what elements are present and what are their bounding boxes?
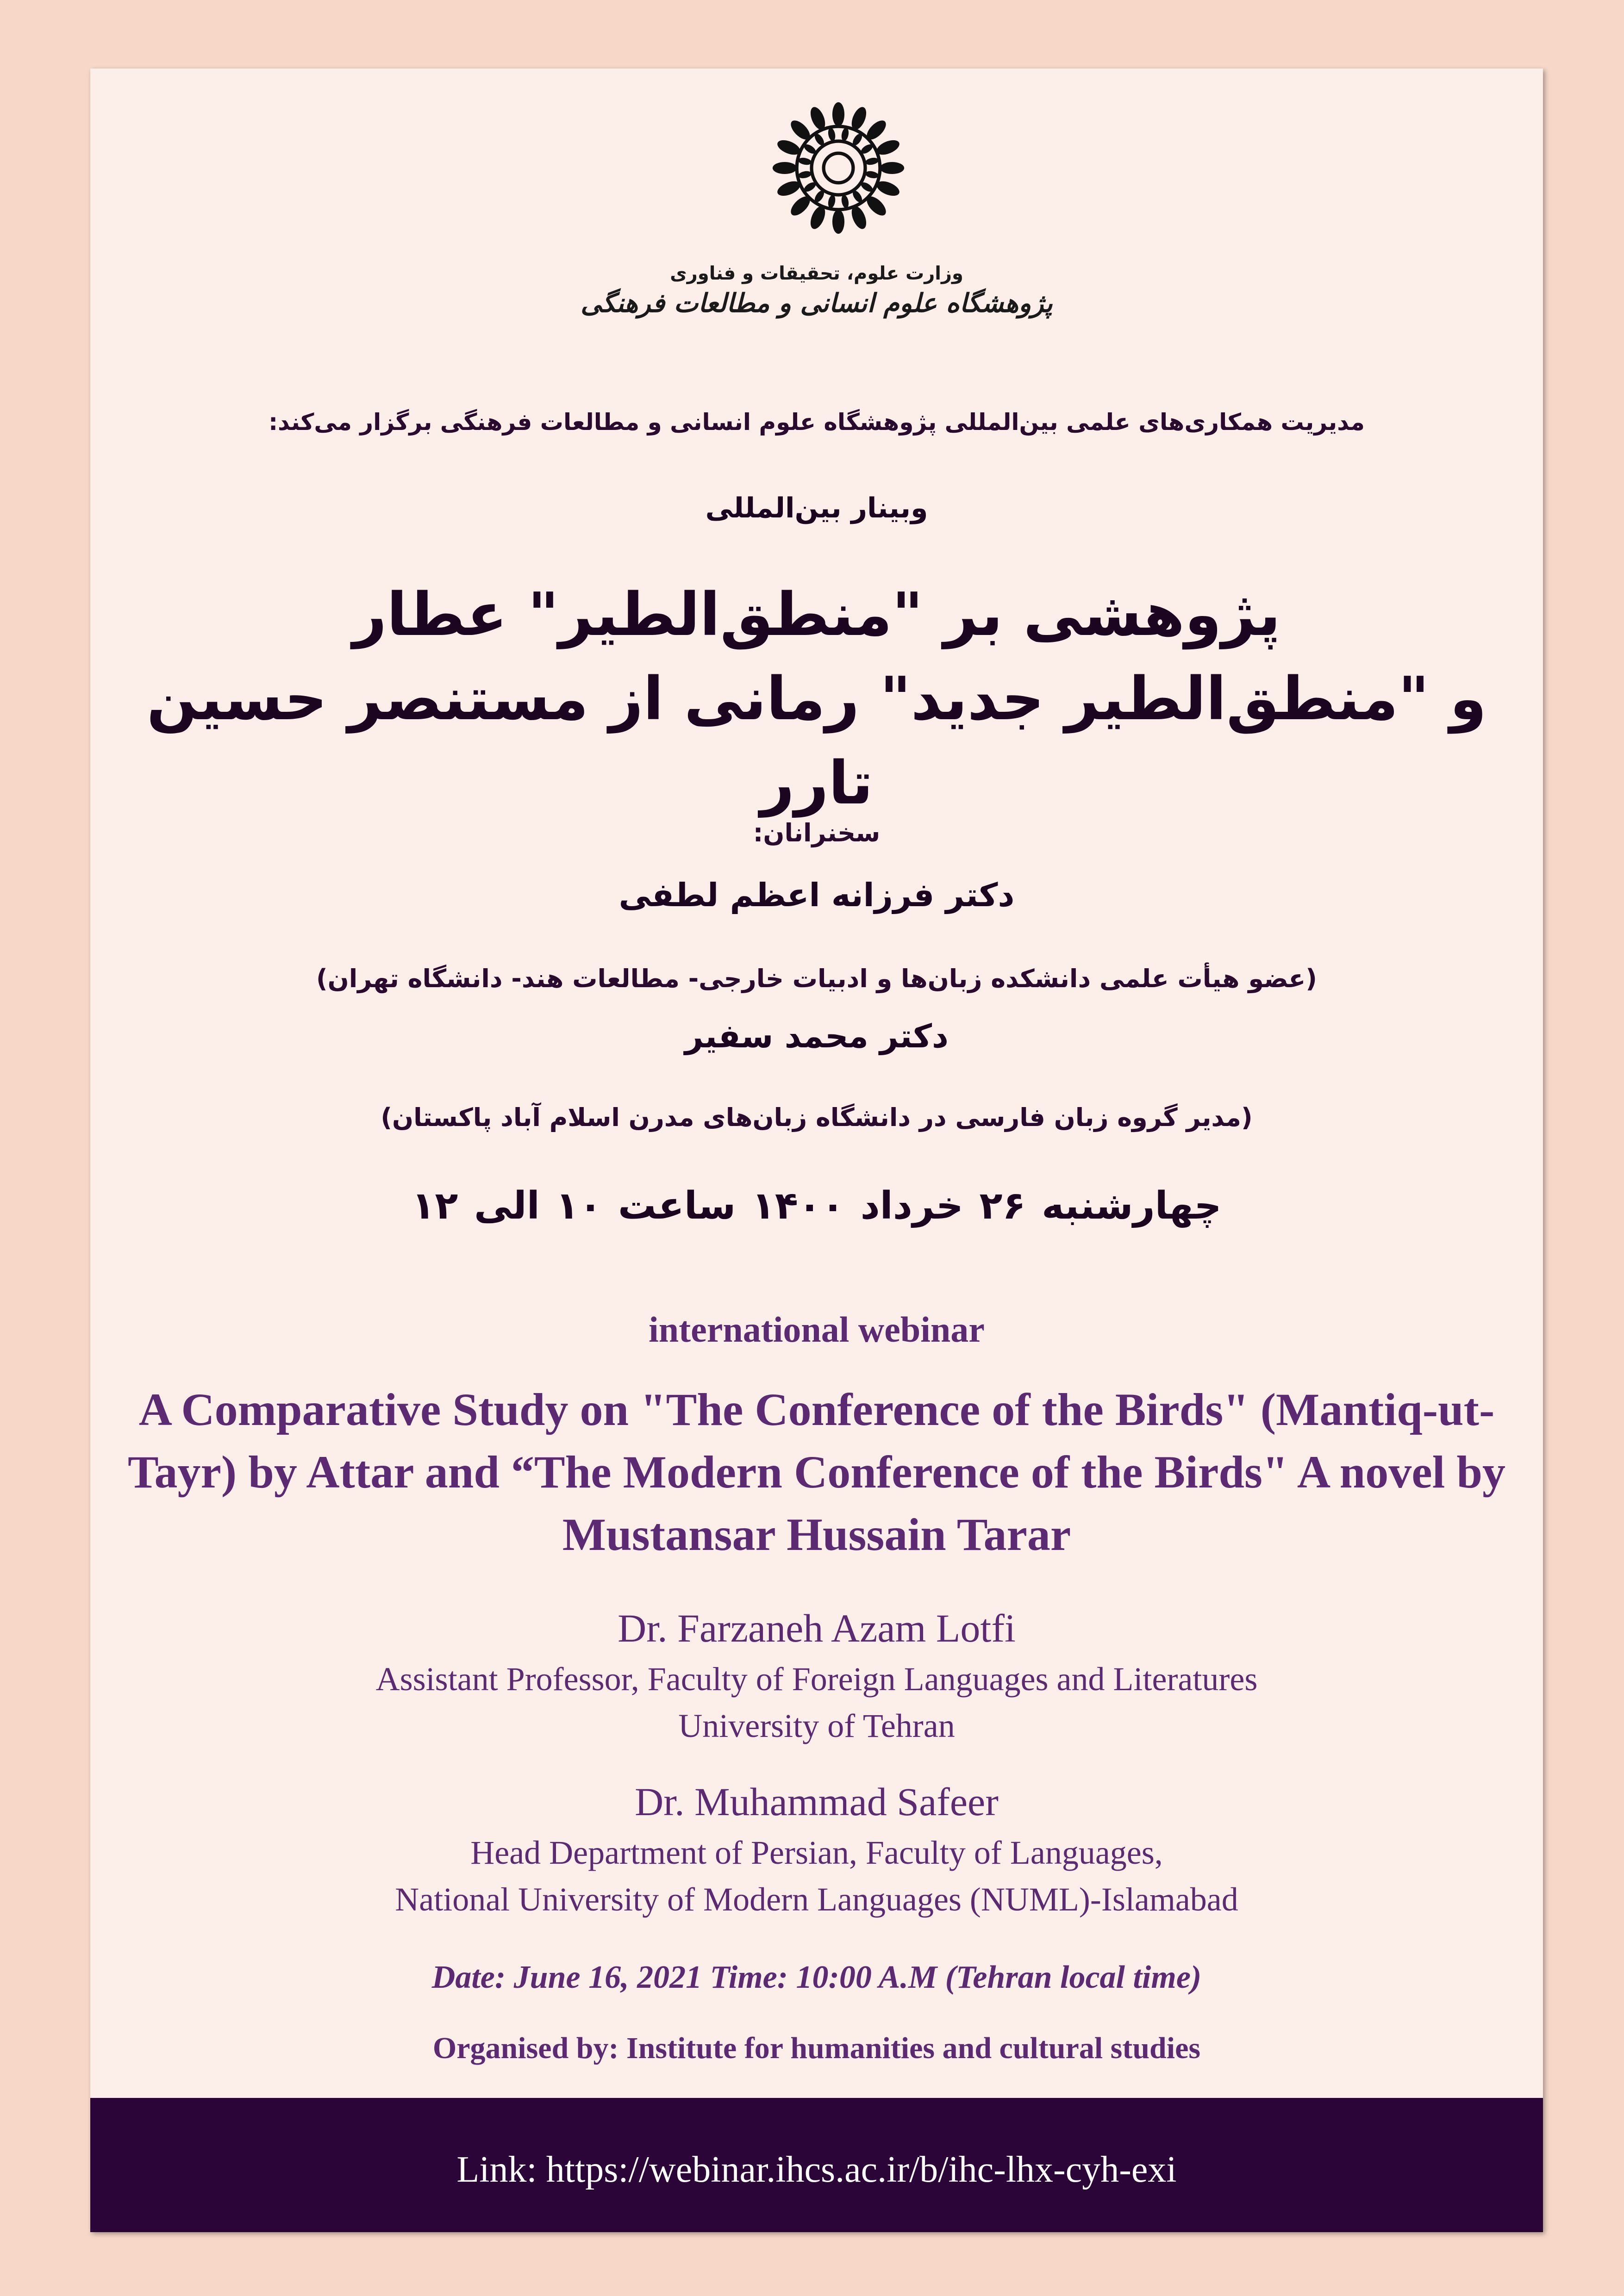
logo-petal <box>798 157 812 166</box>
speaker2-aff-line2: National University of Modern Languages (NUML)-Islamabad <box>395 1880 1238 1918</box>
logo-petal <box>865 157 879 166</box>
organizer-line: مدیریت همکاری‌های علمی بین‌المللی پژوهشگاه علوم انسانی و مطالعات فرهنگی برگزار می‌کند: <box>269 409 1365 436</box>
speaker1-aff-line2: University of Tehran <box>678 1707 955 1744</box>
speaker1-name-fa: دکتر فرزانه اعظم لطفی <box>618 876 1015 914</box>
logo-petal <box>865 170 879 179</box>
logo-petal <box>840 194 849 209</box>
ministry-name: وزارت علوم، تحقیقات و فناوری <box>670 263 963 284</box>
rosette-logo-icon <box>771 101 906 235</box>
footer-bar <box>90 2098 1543 2232</box>
institute-name: پژوهشگاه علوم انسانی و مطالعات فرهنگی <box>581 288 1053 318</box>
logo-petal <box>832 102 844 126</box>
speaker1-name-en: Dr. Farzaneh Azam Lotfi <box>618 1606 1016 1650</box>
speaker1-aff-line1: Assistant Professor, Faculty of Foreign Languages and Literatures <box>375 1661 1258 1698</box>
title-fa <box>90 573 1543 825</box>
speakers-label-fa: سخنرانان: <box>753 818 881 847</box>
speaker2-name-fa: دکتر محمد سفیر <box>685 1017 949 1055</box>
logo-petal <box>827 194 837 209</box>
logo-petal <box>827 127 837 142</box>
poster-card <box>90 68 1543 2232</box>
webinar-link[interactable]: Link: https://webinar.ihcs.ac.ir/b/ihc-lhx-cyh-exi <box>456 2149 1177 2190</box>
logo-petal <box>773 162 797 174</box>
title-en: A Comparative Study on "The Conference of the Birds" (Mantiq-ut-Tayr) by Attar and “The Modern Conference of the Birds" A novel by Mustansar Hussain Tarar <box>128 1384 1505 1560</box>
date-en: Date: June 16, 2021 Time: 10:00 A.M (Tehran local time) <box>431 1960 1202 1995</box>
title-fa-line1: پژوهشی بر "منطق‌الطیر" عطار <box>352 580 1281 649</box>
logo-petal <box>880 162 904 174</box>
webinar-label-fa: وبینار بین‌المللی <box>705 492 928 524</box>
speaker1-affiliation-en <box>90 1656 1543 1749</box>
speaker2-aff-line1: Head Department of Persian, Faculty of Languages, <box>470 1834 1163 1871</box>
speaker2-affiliation-en <box>90 1829 1543 1923</box>
title-fa-line2: و "منطق‌الطیر جدید" رمانی از مستنصر حسین تارر <box>146 664 1487 818</box>
logo-petal <box>832 210 844 234</box>
webinar-label-en: international webinar <box>649 1309 985 1350</box>
speaker2-name-en: Dr. Muhammad Safeer <box>635 1780 999 1824</box>
speaker1-affiliation-fa: (عضو هیأت علمی دانشکده زبان‌ها و ادبیات خارجی- مطالعات هند- دانشگاه تهران) <box>316 964 1317 993</box>
date-fa: چهارشنبه ۲۶ خرداد ۱۴۰۰ ساعت ۱۰ الی ۱۲ <box>412 1184 1222 1228</box>
logo-petal <box>798 170 812 179</box>
organised-by: Organised by: Institute for humanities and cultural studies <box>432 2031 1201 2065</box>
speaker2-affiliation-fa: (مدیر گروه زبان فارسی در دانشگاه زبان‌های مدرن اسلام آباد پاکستان) <box>381 1103 1253 1132</box>
logo-petal <box>840 127 849 142</box>
